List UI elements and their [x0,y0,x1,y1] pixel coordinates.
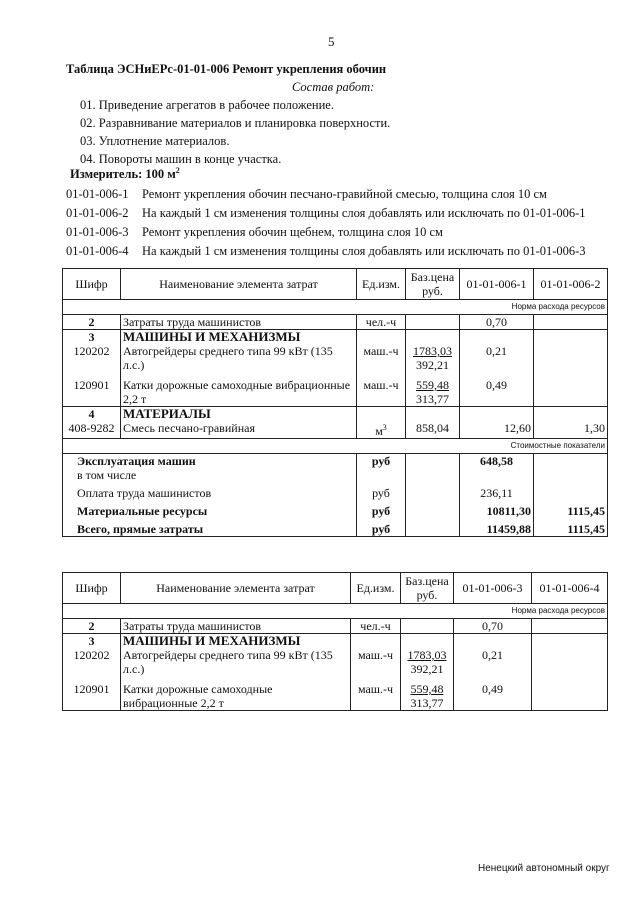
table-row [63,421,608,439]
work-item: 03. Уплотнение материалов. [80,134,230,148]
cost-value-1: 236,11 [460,486,534,504]
header-price: Баз.цена руб. [406,269,460,300]
header-code: Шифр [63,573,121,604]
row-code: 2 [63,619,121,634]
section-title: МАШИНЫ И МЕХАНИЗМЫ [121,634,351,649]
cost-name: Всего, прямые затраты [63,522,357,537]
row-unit: чел.-ч [357,315,406,330]
cost-unit: руб [357,522,406,537]
row-value-1: 0,70 [454,619,532,634]
code-line: 01-01-006-3 Ремонт укрепления обочин щебнем, толщина слоя 10 см [66,225,443,239]
norm-label-row [63,604,608,619]
cost-value-1: 648,58 [460,454,534,469]
cost-row [63,486,608,504]
cost-row [63,468,608,486]
row-price [406,315,460,330]
cost-unit: руб [357,454,406,469]
table-title: Таблица ЭСНиЕРс-01-01-006 Ремонт укрепления обочин [66,62,387,76]
row-value-1: 0,21 [460,344,534,372]
code-line: 01-01-006-4 На каждый 1 см изменения толщины слоя добавлять или исключать по 01-01-006-3 [66,244,586,258]
header-col1: 01-01-006-1 [460,269,534,300]
row-value-1: 12,60 [460,421,534,439]
cost-label-row [63,439,608,454]
row-price: 559,48 313,77 [401,676,454,711]
resource-table-1 [62,268,608,537]
header-col2: 01-01-006-2 [534,269,608,300]
row-code: 120202 [63,648,121,676]
row-price [401,619,454,634]
row-code: 408-9282 [63,421,121,439]
table-row [63,344,608,372]
row-price: 1783,03 392,21 [406,344,460,372]
measure-unit: Измеритель: 100 $м^2$ [70,166,180,182]
header-col2: 01-01-006-4 [532,573,608,604]
table-row [63,619,608,634]
row-price: 1783,03 392,21 [401,648,454,676]
cost-value-2: 1115,45 [534,522,608,537]
row-code: 120202 [63,344,121,372]
row-code: 120901 [63,372,121,407]
row-unit: маш.-ч [351,676,401,711]
row-price: 559,48 313,77 [406,372,460,407]
norm-label-row [63,300,608,315]
section-row [63,634,608,649]
row-name: Автогрейдеры среднего типа 99 кВт (135 л.с.) [121,648,351,676]
section-row [63,330,608,345]
header-price: Баз.цена руб. [401,573,454,604]
row-value-2 [534,344,608,372]
cost-unit: руб [357,504,406,522]
row-unit: маш.-ч [357,344,406,372]
row-value-2 [534,315,608,330]
header-code: Шифр [63,269,121,300]
row-unit: $м^3$ [357,421,406,439]
norm-label: Норма расхода ресурсов [63,604,608,619]
section-row [63,407,608,422]
row-name: Катки дорожные самоходные вибрационные 2,2 т [121,372,357,407]
cost-unit: руб [357,486,406,504]
row-value-2 [532,676,608,711]
code-line: 01-01-006-2 На каждый 1 см изменения толщины слоя добавлять или исключать по 01-01-006-1 [66,206,586,220]
table-row [63,315,608,330]
cost-name: Материальные ресурсы [63,504,357,522]
section-code: 3 [63,330,121,345]
table-row [63,372,608,407]
row-value-1: 0,21 [454,648,532,676]
row-name: Затраты труда машинистов [121,315,357,330]
row-code: 2 [63,315,121,330]
row-value-2 [532,619,608,634]
table-row [63,676,608,711]
row-value-1: 0,49 [454,676,532,711]
row-value-1: 0,70 [460,315,534,330]
cost-value-1: 11459,88 [460,522,534,537]
row-unit: маш.-ч [351,648,401,676]
header-name: Наименование элемента затрат [121,269,357,300]
cost-row [63,522,608,537]
cost-row [63,504,608,522]
table-header-row [63,573,608,604]
row-name: Автогрейдеры среднего типа 99 кВт (135 л.с.) [121,344,357,372]
row-unit: маш.-ч [357,372,406,407]
header-unit: Ед.изм. [351,573,401,604]
work-item: 02. Разравнивание материалов и планировка поверхности. [80,116,391,130]
code-line: 01-01-006-1 Ремонт укрепления обочин песчано-гравийной смесью, толщина слоя 10 см [66,187,547,201]
header-unit: Ед.изм. [357,269,406,300]
footer-region: Ненецкий автономный округ [478,863,610,874]
section-code: 3 [63,634,121,649]
section-code: 4 [63,407,121,422]
cost-row [63,454,608,469]
table-row [63,648,608,676]
norm-label: Норма расхода ресурсов [63,300,608,315]
cost-name: Эксплуатация машин [63,454,357,469]
row-value-1: 0,49 [460,372,534,407]
cost-value-2: 1115,45 [534,504,608,522]
row-value-2 [532,648,608,676]
row-value-2: 1,30 [534,421,608,439]
cost-label: Стоимостные показатели [63,439,608,454]
resource-table-2 [62,572,608,711]
row-code: 120901 [63,676,121,711]
row-unit: чел.-ч [351,619,401,634]
row-value-2 [534,372,608,407]
row-price: 858,04 [406,421,460,439]
row-name: Катки дорожные самоходные вибрационные 2,2 т [121,676,351,711]
row-name: Смесь песчано-гравийная [121,421,357,439]
table-header-row [63,269,608,300]
row-name: Затраты труда машинистов [121,619,351,634]
header-name: Наименование элемента затрат [121,573,351,604]
work-item: 04. Повороты машин в конце участка. [80,152,282,166]
section-title: МАШИНЫ И МЕХАНИЗМЫ [121,330,357,345]
cost-value-1: 10811,30 [460,504,534,522]
work-composition-heading: Состав работ: [292,80,375,94]
cost-name: в том числе [63,468,357,486]
section-title: МАТЕРИАЛЫ [121,407,357,422]
header-col1: 01-01-006-3 [454,573,532,604]
page-number: 5 [328,34,335,49]
cost-name: Оплата труда машинистов [63,486,357,504]
work-item: 01. Приведение агрегатов в рабочее положение. [80,98,334,112]
